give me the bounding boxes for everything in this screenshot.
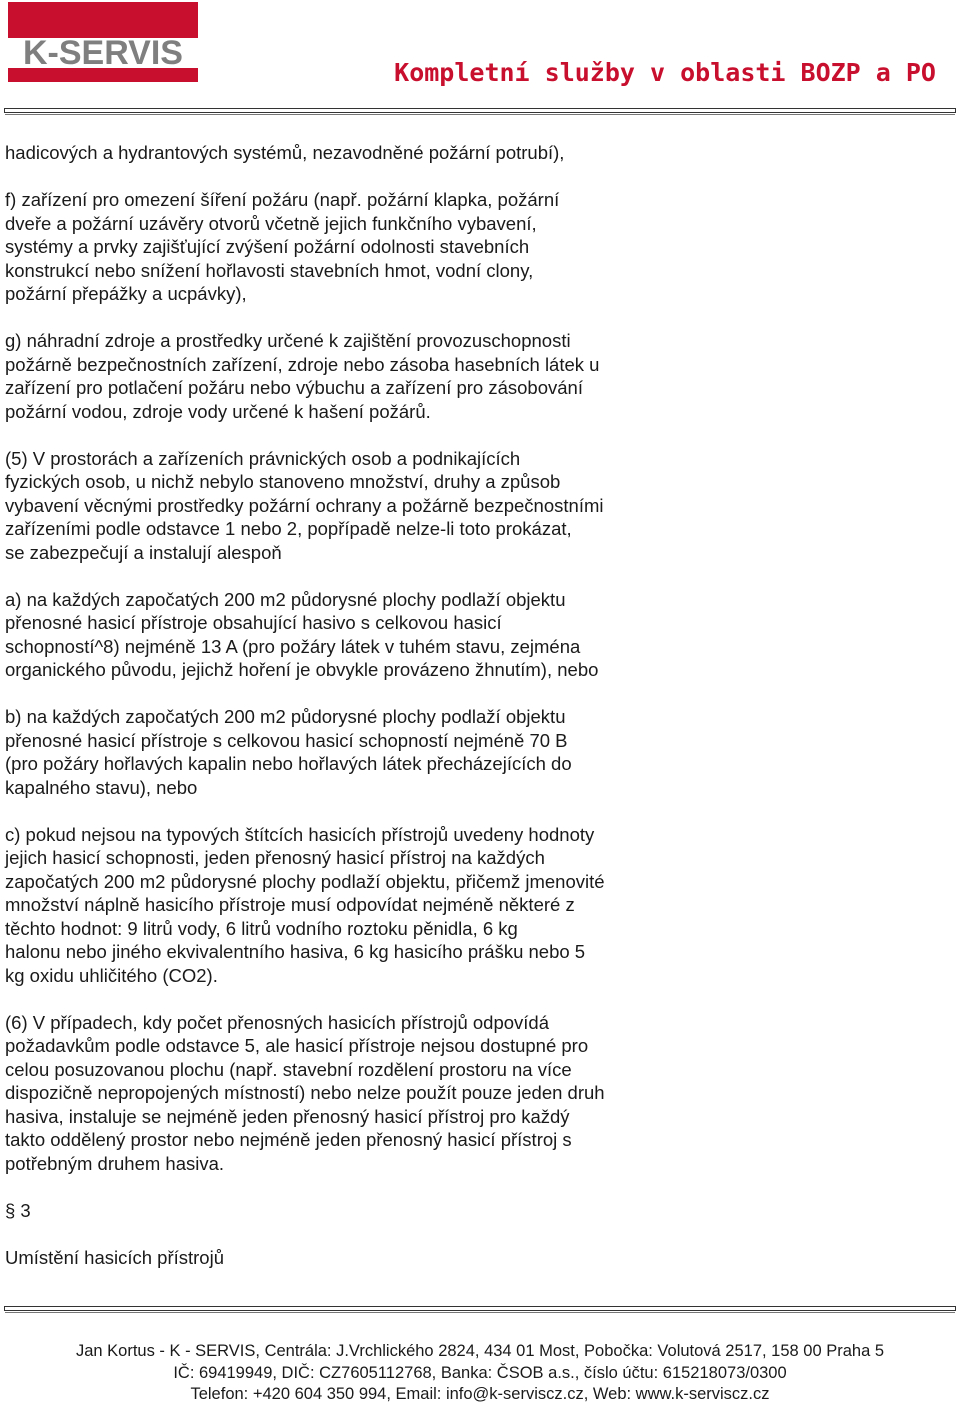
paragraph bbox=[5, 329, 695, 423]
text-line: požárně bezpečnostních zařízení, zdroje nebo zásoba hasebních látek u bbox=[5, 353, 600, 375]
logo-text: K-SERVIS bbox=[23, 34, 183, 72]
text-line: a) na každých započatých 200 m2 půdorysné plochy podlaží objektu bbox=[5, 588, 566, 610]
paragraph bbox=[5, 705, 695, 799]
text-line: organického původu, jejichž hoření je obvykle provázeno žhnutím), nebo bbox=[5, 659, 599, 680]
text-line: (5) V prostorách a zařízeních právnických osob a podnikajících bbox=[5, 447, 521, 469]
text-line: kapalného stavu), nebo bbox=[5, 776, 198, 798]
paragraph bbox=[5, 1011, 695, 1176]
text-line: hasiva, instaluje se nejméně jeden přenosný hasicí přístroj pro každý bbox=[5, 1105, 570, 1127]
text-line: těchto hodnot: 9 litrů vody, 6 litrů vodního roztoku pěnidla, 6 kg bbox=[5, 917, 518, 939]
header-tagline: Kompletní služby v oblasti BOZP a PO bbox=[394, 58, 936, 87]
text-line: se zabezpečují a instalují alespoň bbox=[5, 541, 282, 563]
page-footer bbox=[0, 1341, 960, 1406]
paragraph bbox=[5, 823, 695, 988]
text-line: jejich hasicí schopnosti, jeden přenosný hasicí přístroj na každých bbox=[5, 847, 545, 868]
text-line: (pro požáry hořlavých kapalin nebo hořlavých látek přecházejících do bbox=[5, 753, 572, 774]
text-line: zařízeními podle odstavce 1 nebo 2, popřípadě nelze-li toto prokázat, bbox=[5, 518, 572, 539]
paragraph bbox=[5, 588, 695, 682]
footer-address: Jan Kortus - K - SERVIS, Centrála: J.Vrchlického 2824, 434 01 Most, Pobočka: Volutová 2517, 158 00 Praha 5 bbox=[75, 1342, 885, 1360]
text-line: zařízení pro potlačení požáru nebo výbuchu a zařízení pro zásobování bbox=[5, 377, 583, 398]
text-line: g) náhradní zdroje a prostředky určené k zajištění provozuschopnosti bbox=[5, 330, 571, 351]
text-line: dveře a požární uzávěry otvorů včetně jejich funkčního vybavení, bbox=[5, 212, 537, 234]
text-line: hadicových a hydrantových systémů, nezavodněné požární potrubí), bbox=[5, 142, 565, 163]
text-line: § 3 bbox=[5, 1199, 31, 1221]
footer-ids: IČ: 69419949, DIČ: CZ7605112768, Banka: ČSOB a.s., číslo účtu: 615218073/0300 bbox=[173, 1363, 787, 1382]
company-logo bbox=[8, 2, 198, 82]
paragraph bbox=[5, 141, 695, 165]
text-line: b) na každých započatých 200 m2 půdorysné plochy podlaží objektu bbox=[5, 706, 566, 727]
text-line: započatých 200 m2 půdorysné plochy podlaží objektu, přičemž jmenovité bbox=[5, 870, 605, 892]
text-line: celou posuzovanou plochu (např. stavební rozdělení prostoru na více bbox=[5, 1058, 572, 1080]
text-line: c) pokud nejsou na typových štítcích hasicích přístrojů uvedeny hodnoty bbox=[5, 823, 595, 845]
paragraph bbox=[5, 447, 695, 565]
text-line: požadavkům podle odstavce 5, ale hasicí přístroje nejsou dostupné pro bbox=[5, 1035, 589, 1056]
footer-divider bbox=[4, 1306, 956, 1311]
text-line: schopností^8) nejméně 13 A (pro požáry látek v tuhém stavu, zejména bbox=[5, 635, 581, 657]
paragraph bbox=[5, 1199, 695, 1223]
text-line: (6) V případech, kdy počet přenosných hasicích přístrojů odpovídá bbox=[5, 1011, 549, 1033]
text-line: fyzických osob, u nichž nebylo stanoveno množství, druhy a způsob bbox=[5, 471, 561, 492]
text-line: požární vodou, zdroje vody určené k hašení požárů. bbox=[5, 400, 431, 422]
text-line: vybavení věcnými prostředky požární ochrany a požárně bezpečnostními bbox=[5, 494, 604, 516]
text-line: požární přepážky a ucpávky), bbox=[5, 283, 247, 304]
text-line: množství náplně hasicího přístroje musí odpovídat nejméně některé z bbox=[5, 894, 575, 915]
document-body bbox=[5, 141, 695, 1293]
text-line: halonu nebo jiného ekvivalentního hasiva, 6 kg hasicího prášku nebo 5 bbox=[5, 941, 586, 962]
paragraph bbox=[5, 1246, 695, 1270]
header-divider bbox=[4, 108, 956, 113]
footer-contact: Telefon: +420 604 350 994, Email: info@k-serviscz.cz, Web: www.k-serviscz.cz bbox=[190, 1385, 770, 1403]
text-line: přenosné hasicí přístroje s celkovou hasicí schopností nejméně 70 B bbox=[5, 729, 568, 751]
text-line: f) zařízení pro omezení šíření požáru (např. požární klapka, požární bbox=[5, 189, 560, 210]
text-line: přenosné hasicí přístroje obsahující hasivo s celkovou hasicí bbox=[5, 612, 502, 633]
text-line: potřebným druhem hasiva. bbox=[5, 1152, 225, 1174]
text-line: konstrukcí nebo snížení hořlavosti stavebních hmot, vodní clony, bbox=[5, 259, 534, 281]
text-line: dispozičně nepropojených místností) nebo nelze použít pouze jeden druh bbox=[5, 1082, 605, 1103]
text-line: Umístění hasicích přístrojů bbox=[5, 1246, 224, 1268]
text-line: takto oddělený prostor nebo nejméně jeden přenosný hasicí přístroj s bbox=[5, 1129, 572, 1150]
text-line: kg oxidu uhličitého (CO2). bbox=[5, 964, 218, 986]
paragraph bbox=[5, 188, 695, 306]
text-line: systémy a prvky zajišťující zvýšení požární odolnosti stavebních bbox=[5, 236, 530, 257]
